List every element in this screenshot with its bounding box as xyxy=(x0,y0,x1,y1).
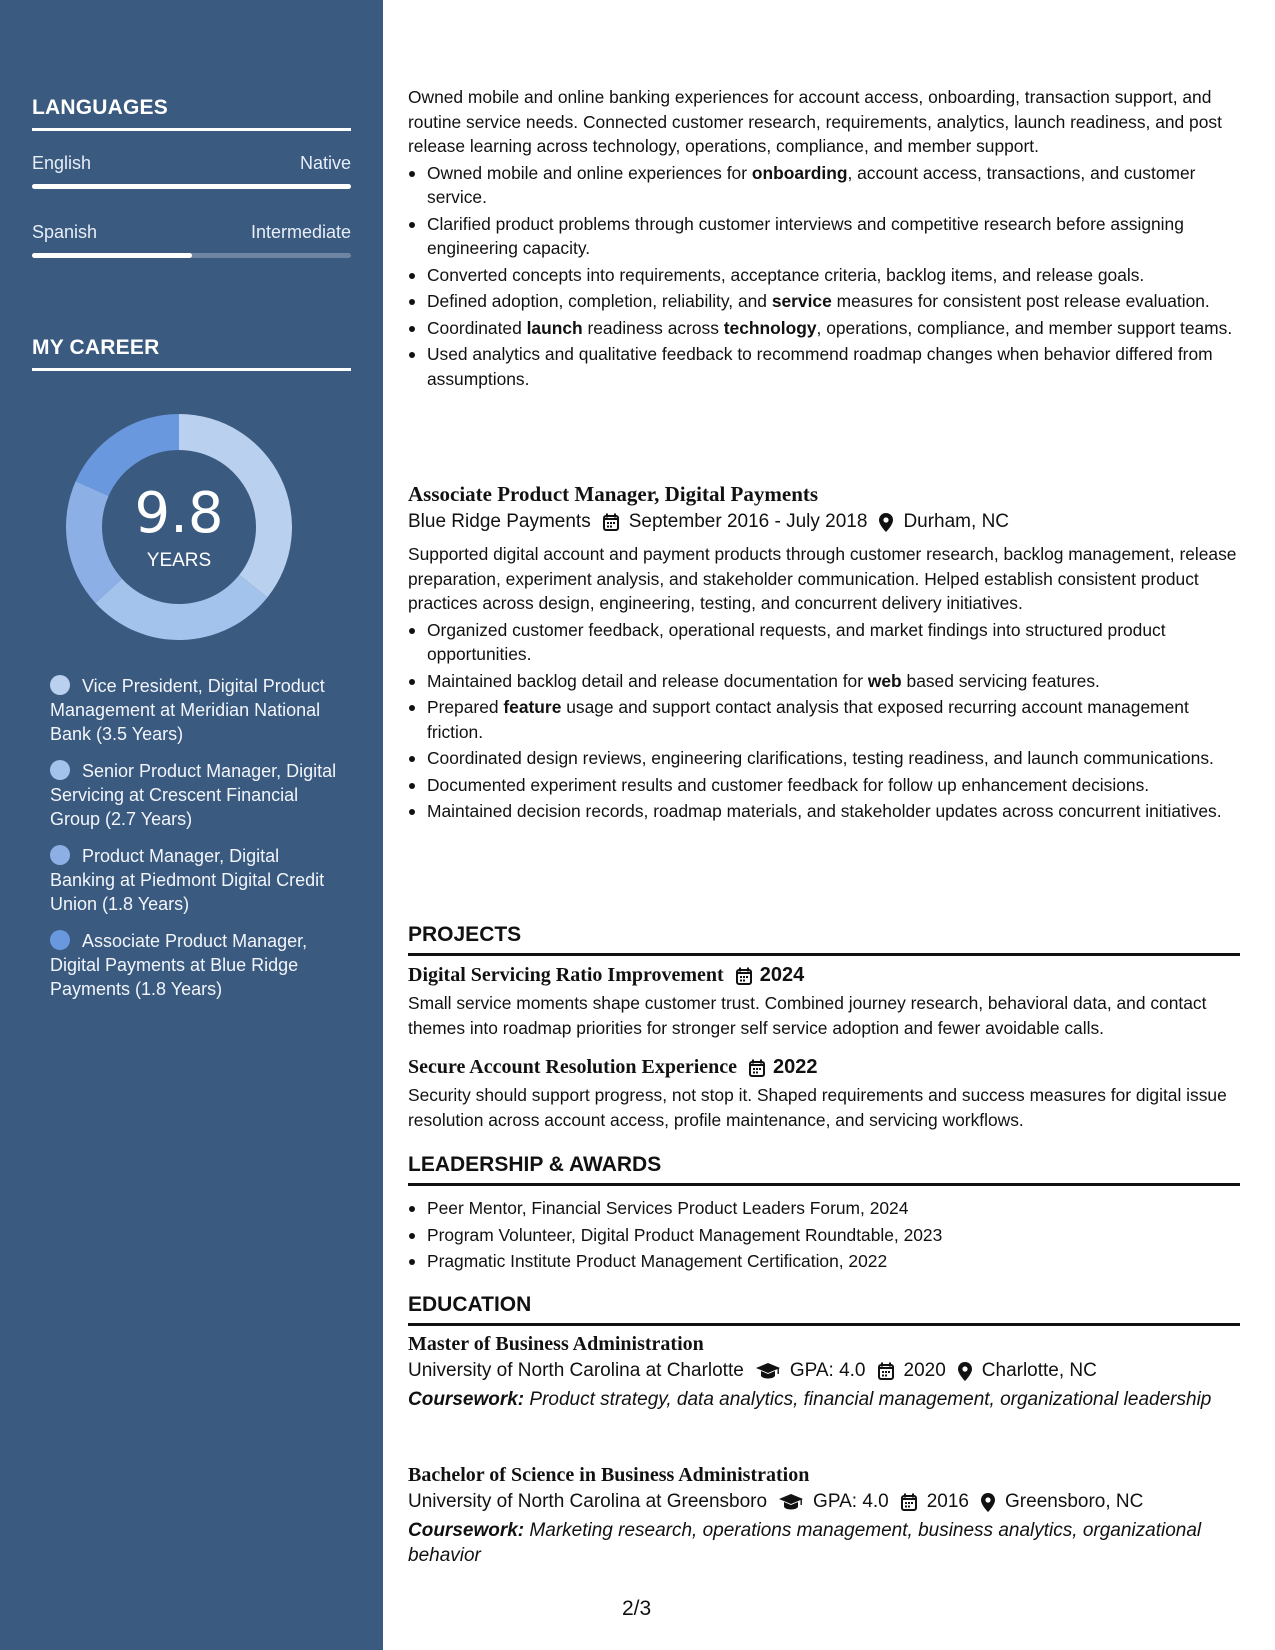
language-row-english xyxy=(32,153,351,174)
bullet-item: Owned mobile and online experiences for onboarding, account access, transactions, and customer service. xyxy=(408,161,1240,210)
education-meta xyxy=(408,1360,1240,1382)
calendar-icon xyxy=(603,513,619,531)
job2-summary: Supported digital account and payment products through customer research, backlog management, release preparation, experiment analysis, and stakeholder communication. Helped establish consistent product practices across design, engineering, testing, and concurrent delivery initiatives. xyxy=(408,544,1237,613)
bullet-item: Prepared feature usage and support contact analysis that exposed recurring account management friction. xyxy=(408,695,1240,744)
project-title-row xyxy=(408,1056,1240,1079)
graduation-cap-icon xyxy=(756,1363,780,1379)
gpa: GPA: 4.0 xyxy=(813,1491,889,1512)
education-item xyxy=(408,1333,1240,1413)
career-legend-text: Product Manager, Digital Banking at Piedmont Digital Credit Union (1.8 Years) xyxy=(50,846,325,914)
graduation-year: 2016 xyxy=(926,1491,970,1512)
language-bar-spanish xyxy=(32,253,351,258)
bullet-item: Maintained decision records, roadmap materials, and stakeholder updates across concurrent initiatives. xyxy=(408,799,1240,824)
bullet-item: Documented experiment results and customer feedback for follow up enhancement decisions. xyxy=(408,773,1240,798)
location-pin-icon xyxy=(879,513,893,532)
job1-bullets xyxy=(408,161,1240,392)
language-bar-fill xyxy=(32,184,351,189)
job2-bullets xyxy=(408,618,1240,824)
calendar-icon xyxy=(749,1059,765,1077)
calendar-icon xyxy=(878,1362,894,1380)
coursework-label: Coursework: xyxy=(408,1389,525,1410)
career-heading: MY CAREER xyxy=(32,336,351,371)
coursework-text: Product strategy, data analytics, financial management, organizational leadership xyxy=(529,1389,1212,1410)
career-legend-text: Senior Product Manager, Digital Servicing at Crescent Financial Group (2.7 Years) xyxy=(50,761,337,829)
school-location: Charlotte, NC xyxy=(981,1360,1097,1381)
career-legend-item xyxy=(50,929,340,1001)
bullet-item: Organized customer feedback, operational requests, and market findings into structured product opportunities. xyxy=(408,618,1240,667)
graduation-year: 2020 xyxy=(903,1360,946,1381)
coursework-text: Marketing research, operations management, business analytics, organizational behavior xyxy=(408,1520,1202,1566)
degree-title: Master of Business Administration xyxy=(408,1333,704,1355)
bullet-item: Defined adoption, completion, reliability, and service measures for consistent post release evaluation. xyxy=(408,289,1240,314)
job2-company: Blue Ridge Payments xyxy=(408,511,591,532)
calendar-icon xyxy=(736,967,752,985)
degree-title: Bachelor of Science in Business Administration xyxy=(408,1464,810,1486)
calendar-icon xyxy=(901,1493,917,1511)
language-level: Native xyxy=(299,153,351,173)
job2-location: Durham, NC xyxy=(903,511,1010,532)
job2-title: Associate Product Manager, Digital Payments xyxy=(408,482,819,506)
bullet-item: Maintained backlog detail and release documentation for web based servicing features. xyxy=(408,669,1240,694)
graduation-cap-icon xyxy=(779,1494,803,1510)
award-item: Pragmatic Institute Product Management Certification, 2022 xyxy=(408,1249,1240,1274)
location-pin-icon xyxy=(981,1493,995,1512)
career-legend-text: Vice President, Digital Product Management at Meridian National Bank (3.5 Years) xyxy=(50,676,325,744)
project-item xyxy=(408,1056,1240,1132)
job2-dates: September 2016 - July 2018 xyxy=(628,511,868,532)
education-meta xyxy=(408,1491,1240,1513)
bullet-item: Coordinated design reviews, engineering clarifications, testing readiness, and launch communications. xyxy=(408,746,1240,771)
career-legend-item xyxy=(50,844,340,916)
sidebar xyxy=(0,0,383,1650)
language-bar-english xyxy=(32,184,351,189)
language-name: English xyxy=(32,153,92,173)
education-item xyxy=(408,1464,1240,1568)
project-description: Security should support progress, not stop it. Shaped requirements and success measures for digital issue resolution across account access, profile maintenance, and servicing workflows. xyxy=(408,1085,1227,1130)
job1-block xyxy=(408,85,1240,391)
school-name: University of North Carolina at Greensboro xyxy=(408,1491,768,1512)
bullet-item: Clarified product problems through customer interviews and competitive research before assigning engineering capacity. xyxy=(408,212,1240,261)
bullet-item: Used analytics and qualitative feedback to recommend roadmap changes when behavior differed from assumptions. xyxy=(408,342,1240,391)
awards-heading: LEADERSHIP & AWARDS xyxy=(408,1153,1240,1186)
gpa: GPA: 4.0 xyxy=(789,1360,866,1381)
job2-meta xyxy=(408,511,1240,533)
donut-center xyxy=(66,414,292,640)
job1-summary: Owned mobile and online banking experiences for account access, onboarding, transaction support, and routine service needs. Connected customer research, requirements, analytics, launch readiness, and post release learning across technology, operations, compliance, and member support. xyxy=(408,87,1222,156)
career-legend-item xyxy=(50,759,340,831)
project-year: 2024 xyxy=(759,964,805,986)
school-name: University of North Carolina at Charlotte xyxy=(408,1360,744,1381)
job2-block xyxy=(408,482,1240,824)
project-description: Small service moments shape customer trust. Combined journey research, behavioral data, and contact themes into roadmap priorities for stronger self service adoption and fewer avoidable calls. xyxy=(408,993,1207,1038)
career-legend-text: Associate Product Manager, Digital Payments at Blue Ridge Payments (1.8 Years) xyxy=(50,931,308,999)
total-years-value: 9.8 xyxy=(134,481,224,546)
coursework xyxy=(408,1388,1240,1413)
total-years-label: YEARS xyxy=(146,550,212,571)
projects-heading: PROJECTS xyxy=(408,923,1240,956)
project-title-row xyxy=(408,964,1240,987)
languages-heading: LANGUAGES xyxy=(32,96,351,131)
legend-dot-icon xyxy=(50,845,70,865)
language-row-spanish xyxy=(32,222,351,243)
career-donut-chart xyxy=(66,414,292,640)
page-number: 2/3 xyxy=(622,1597,652,1620)
project-year: 2022 xyxy=(773,1056,818,1078)
bullet-item: Coordinated launch readiness across technology, operations, compliance, and member support teams. xyxy=(408,316,1240,341)
language-name: Spanish xyxy=(32,222,98,242)
language-bar-fill xyxy=(32,253,192,258)
legend-dot-icon xyxy=(50,760,70,780)
legend-dot-icon xyxy=(50,675,70,695)
awards-list xyxy=(408,1194,1240,1274)
career-legend-item xyxy=(50,674,340,746)
legend-dot-icon xyxy=(50,930,70,950)
location-pin-icon xyxy=(958,1362,972,1381)
award-item: Program Volunteer, Digital Product Management Roundtable, 2023 xyxy=(408,1223,1240,1248)
project-item xyxy=(408,964,1240,1040)
award-item: Peer Mentor, Financial Services Product Leaders Forum, 2024 xyxy=(408,1196,1240,1221)
project-title: Digital Servicing Ratio Improvement xyxy=(408,964,724,986)
project-title: Secure Account Resolution Experience xyxy=(408,1056,738,1078)
coursework xyxy=(408,1519,1240,1568)
coursework-label: Coursework: xyxy=(408,1520,525,1541)
career-legend xyxy=(50,674,340,1014)
education-heading: EDUCATION xyxy=(408,1293,1240,1326)
bullet-item: Converted concepts into requirements, acceptance criteria, backlog items, and release goals. xyxy=(408,263,1240,288)
school-location: Greensboro, NC xyxy=(1005,1491,1144,1512)
language-level: Intermediate xyxy=(250,222,351,242)
